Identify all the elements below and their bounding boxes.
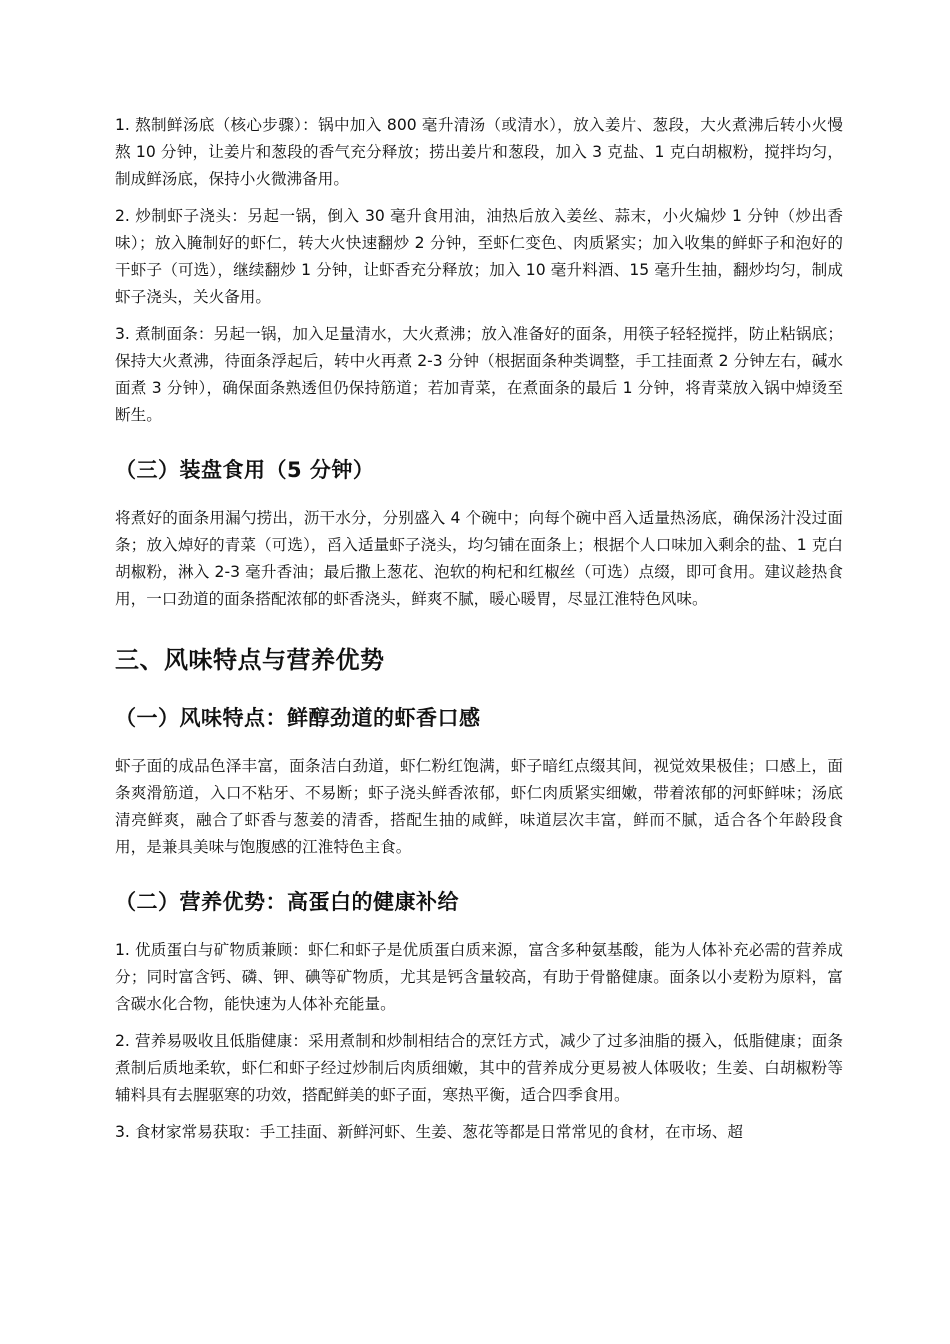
section-heading-flavor-nutrition: 三、风味特点与营养优势 (115, 646, 385, 674)
nutrition-heading: （二）营养优势：高蛋白的健康补给 (115, 890, 459, 914)
plating-heading: （三）装盘食用（5 分钟） (115, 458, 375, 482)
nutrition-item-ingredients: 3. 食材家常易获取：手工挂面、新鲜河虾、生姜、葱花等都是日常常见的食材，在市场、超 (115, 1123, 743, 1141)
nutrition-item-protein: 1. 优质蛋白与矿物质兼顾：虾仁和虾子是优质蛋白质来源，富含多种氨基酸，能为人体补充必需的营养成分；同时富含钙、磷、钾、碘等矿物质，尤其是钙含量较高，有助于骨骼健康。面条以小麦粉为原料，富含碳水化合物，能快速为人体补充能量。 (115, 941, 843, 1013)
step-cook-noodles: 3. 煮制面条：另起一锅，加入足量清水，大火煮沸；放入准备好的面条，用筷子轻轻搅拌，防止粘锅底；保持大火煮沸，待面条浮起后，转中火再煮 2-3 分钟（根据面条种类调整，手工挂面煮 2 分钟左右，碱水面煮 3 分钟），确保面条熟透但仍保持筋道；若加青菜，在煮面条的最后 1 分钟，将青菜放入锅中焯烫至断生。 (115, 325, 843, 424)
plating-body: 将煮好的面条用漏勺捞出，沥干水分，分别盛入 4 个碗中；向每个碗中舀入适量热汤底，确保汤汁没过面条；放入焯好的青菜（可选），舀入适量虾子浇头，均匀铺在面条上；根据个人口味加入剩余的盐、1 克白胡椒粉，淋入 2-3 毫升香油；最后撒上葱花、泡软的枸杞和红椒丝（可选）点缀，即可食用。建议趁热食用，一口劲道的面条搭配浓郁的虾香浇头，鲜爽不腻，暖心暖胃，尽显江淮特色风味。 (115, 509, 843, 608)
nutrition-item-absorption: 2. 营养易吸收且低脂健康：采用煮制和炒制相结合的烹饪方式，减少了过多油脂的摄入，低脂健康；面条煮制后质地柔软，虾仁和虾子经过炒制后肉质细嫩，其中的营养成分更易被人体吸收；生姜、白胡椒粉等辅料具有去腥驱寒的功效，搭配鲜美的虾子面，寒热平衡，适合四季食用。 (115, 1032, 843, 1104)
flavor-body: 虾子面的成品色泽丰富，面条洁白劲道，虾仁粉红饱满，虾子暗红点缀其间，视觉效果极佳；口感上，面条爽滑筋道，入口不粘牙、不易断；虾子浇头鲜香浓郁，虾仁肉质紧实细嫩，带着浓郁的河虾鲜味；汤底清亮鲜爽，融合了虾香与葱姜的清香，搭配生抽的咸鲜，味道层次丰富，鲜而不腻，适合各个年龄段食用，是兼具美味与饱腹感的江淮特色主食。 (115, 757, 843, 856)
document-page (115, 112, 843, 1156)
step-soup-base: 1. 熬制鲜汤底（核心步骤）：锅中加入 800 毫升清汤（或清水），放入姜片、葱段，大火煮沸后转小火慢熬 10 分钟，让姜片和葱段的香气充分释放；捞出姜片和葱段，加入 3 克盐、1 克白胡椒粉，搅拌均匀，制成鲜汤底，保持小火微沸备用。 (115, 116, 843, 188)
flavor-heading: （一）风味特点：鲜醇劲道的虾香口感 (115, 706, 481, 730)
step-shrimp-topping: 2. 炒制虾子浇头：另起一锅，倒入 30 毫升食用油，油热后放入姜丝、蒜末，小火煸炒 1 分钟（炒出香味）；放入腌制好的虾仁，转大火快速翻炒 2 分钟，至虾仁变色、肉质紧实；加入收集的鲜虾子和泡好的干虾子（可选），继续翻炒 1 分钟，让虾香充分释放；加入 10 毫升料酒、15 毫升生抽，翻炒均匀，制成虾子浇头，关火备用。 (115, 207, 843, 306)
